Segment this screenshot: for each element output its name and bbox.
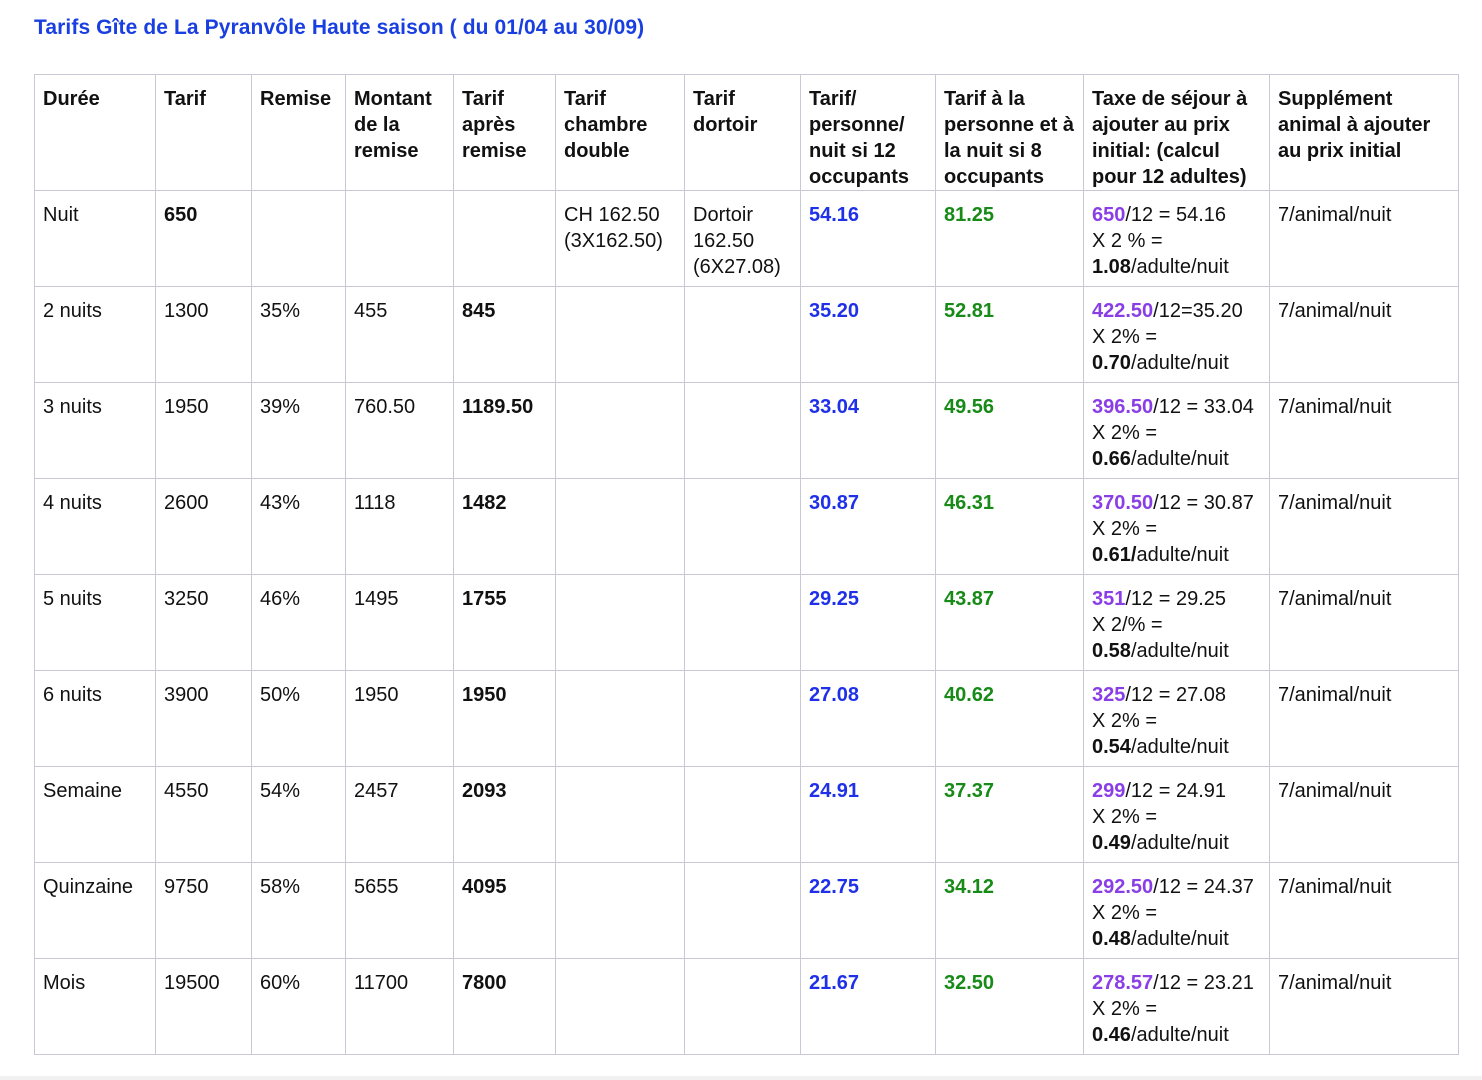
taxe-unit: /adulte/nuit xyxy=(1130,256,1229,278)
cell-remise xyxy=(252,287,346,383)
table-row xyxy=(35,287,1459,383)
cell-montant xyxy=(346,959,454,1055)
cell-tarif-apres xyxy=(454,575,556,671)
taxe-mult: X 2% = xyxy=(1092,902,1158,924)
animal-text: 7/animal/nuit xyxy=(1278,396,1392,418)
personne-12-value: 29.25 xyxy=(809,588,860,610)
cell-tarif xyxy=(156,191,252,287)
tarif-text: 1950 xyxy=(164,396,209,418)
animal-text: 7/animal/nuit xyxy=(1278,300,1392,322)
cell-dortoir xyxy=(685,863,801,959)
cell-tarif xyxy=(156,287,252,383)
cell-personne-12 xyxy=(801,287,936,383)
cell-tarif-apres xyxy=(454,287,556,383)
taxe-result: 0.54 xyxy=(1092,736,1131,758)
cell-duree xyxy=(35,863,156,959)
cell-duree xyxy=(35,191,156,287)
table-row xyxy=(35,191,1459,287)
cell-remise xyxy=(252,191,346,287)
cell-montant xyxy=(346,383,454,479)
cell-duree xyxy=(35,479,156,575)
tarif-apres-text: 2093 xyxy=(462,780,507,802)
cell-duree xyxy=(35,383,156,479)
cell-animal xyxy=(1270,671,1459,767)
header-animal: Supplément animal à ajouter au prix initial xyxy=(1270,75,1459,191)
cell-personne-8 xyxy=(936,287,1084,383)
header-chambre: Tarif chambre double xyxy=(556,75,685,191)
cell-dortoir xyxy=(685,959,801,1055)
taxe-result: 0.48 xyxy=(1092,928,1131,950)
cell-tarif-apres xyxy=(454,863,556,959)
cell-duree xyxy=(35,287,156,383)
tarif-text: 2600 xyxy=(164,492,209,514)
cell-taxe xyxy=(1084,287,1270,383)
taxe-calc: /12 = 54.16 xyxy=(1125,204,1227,226)
header-personne-12: Tarif/ personne/ nuit si 12 occupants xyxy=(801,75,936,191)
table-row xyxy=(35,479,1459,575)
header-tarif: Tarif xyxy=(156,75,252,191)
pricing-table xyxy=(34,74,1459,1055)
header-duree: Durée xyxy=(35,75,156,191)
taxe-unit: adulte/nuit xyxy=(1136,544,1229,566)
cell-tarif-apres xyxy=(454,479,556,575)
remise-text: 46% xyxy=(260,588,301,610)
cell-remise xyxy=(252,959,346,1055)
cell-chambre xyxy=(556,959,685,1055)
cell-tarif-apres xyxy=(454,959,556,1055)
animal-text: 7/animal/nuit xyxy=(1278,876,1392,898)
taxe-mult: X 2% = xyxy=(1092,326,1158,348)
taxe-calc: /12 = 30.87 xyxy=(1153,492,1254,514)
animal-text: 7/animal/nuit xyxy=(1278,204,1392,226)
cell-taxe xyxy=(1084,767,1270,863)
cell-chambre xyxy=(556,671,685,767)
cell-animal xyxy=(1270,479,1459,575)
duree-text: 2 nuits xyxy=(43,300,102,322)
page-title: Tarifs Gîte de La Pyranvôle Haute saison ( du 01/04 au 30/09) xyxy=(34,16,645,39)
cell-remise xyxy=(252,767,346,863)
taxe-mult: X 2% = xyxy=(1092,518,1158,540)
taxe-result: 0.46 xyxy=(1092,1024,1131,1046)
remise-text: 54% xyxy=(260,780,301,802)
taxe-base: 422.50 xyxy=(1092,300,1154,322)
taxe-unit: /adulte/nuit xyxy=(1130,448,1229,470)
table-header-row xyxy=(35,75,1459,191)
cell-remise xyxy=(252,383,346,479)
personne-12-value: 27.08 xyxy=(809,684,860,706)
cell-duree xyxy=(35,575,156,671)
taxe-base: 351 xyxy=(1092,588,1126,610)
cell-dortoir xyxy=(685,287,801,383)
cell-personne-12 xyxy=(801,479,936,575)
cell-taxe xyxy=(1084,479,1270,575)
cell-animal xyxy=(1270,575,1459,671)
cell-personne-8 xyxy=(936,191,1084,287)
personne-12-value: 35.20 xyxy=(809,300,860,322)
chambre-text-1: CH 162.50 xyxy=(564,204,660,226)
personne-12-value: 24.91 xyxy=(809,780,860,802)
cell-dortoir xyxy=(685,191,801,287)
cell-taxe xyxy=(1084,671,1270,767)
cell-chambre xyxy=(556,767,685,863)
cell-personne-8 xyxy=(936,575,1084,671)
cell-animal xyxy=(1270,191,1459,287)
table-row xyxy=(35,863,1459,959)
montant-text: 1950 xyxy=(354,684,399,706)
cell-taxe xyxy=(1084,575,1270,671)
tarif-text: 3250 xyxy=(164,588,209,610)
taxe-calc: /12 = 24.91 xyxy=(1125,780,1227,802)
tarif-apres-text: 1950 xyxy=(462,684,507,706)
montant-text: 11700 xyxy=(354,972,409,994)
taxe-unit: /adulte/nuit xyxy=(1130,352,1229,374)
cell-tarif xyxy=(156,383,252,479)
taxe-mult: X 2% = xyxy=(1092,806,1158,828)
taxe-calc: /12 = 33.04 xyxy=(1153,396,1254,418)
taxe-unit: /adulte/nuit xyxy=(1130,832,1229,854)
animal-text: 7/animal/nuit xyxy=(1278,588,1392,610)
personne-8-value: 52.81 xyxy=(944,300,995,322)
personne-12-value: 54.16 xyxy=(809,204,860,226)
cell-personne-8 xyxy=(936,863,1084,959)
cell-montant xyxy=(346,671,454,767)
montant-text: 1118 xyxy=(354,492,396,514)
personne-8-value: 46.31 xyxy=(944,492,995,514)
cell-personne-8 xyxy=(936,671,1084,767)
cell-dortoir xyxy=(685,479,801,575)
montant-text: 760.50 xyxy=(354,396,416,418)
cell-taxe xyxy=(1084,863,1270,959)
cell-tarif xyxy=(156,767,252,863)
taxe-mult: X 2 % = xyxy=(1092,230,1163,252)
taxe-calc: /12 = 23.21 xyxy=(1153,972,1254,994)
header-tarif-apres: Tarif après remise xyxy=(454,75,556,191)
duree-text: 6 nuits xyxy=(43,684,102,706)
tarif-apres-text: 4095 xyxy=(462,876,507,898)
animal-text: 7/animal/nuit xyxy=(1278,492,1392,514)
remise-text: 58% xyxy=(260,876,301,898)
taxe-calc: /12 = 27.08 xyxy=(1125,684,1227,706)
cell-montant xyxy=(346,191,454,287)
taxe-result: 1.08 xyxy=(1092,256,1131,278)
dortoir-text-3: (6X27.08) xyxy=(693,256,781,278)
table-row xyxy=(35,767,1459,863)
header-dortoir: Tarif dortoir xyxy=(685,75,801,191)
montant-text: 5655 xyxy=(354,876,399,898)
tarif-text: 1300 xyxy=(164,300,209,322)
tarif-text: 3900 xyxy=(164,684,209,706)
cell-dortoir xyxy=(685,671,801,767)
cell-tarif-apres xyxy=(454,191,556,287)
tarif-text: 19500 xyxy=(164,972,220,994)
taxe-unit: /adulte/nuit xyxy=(1130,928,1229,950)
animal-text: 7/animal/nuit xyxy=(1278,972,1392,994)
cell-personne-12 xyxy=(801,767,936,863)
taxe-mult: X 2% = xyxy=(1092,710,1158,732)
dortoir-text-2: 162.50 xyxy=(693,230,755,252)
cell-personne-12 xyxy=(801,383,936,479)
cell-remise xyxy=(252,863,346,959)
taxe-result: 0.61/ xyxy=(1092,544,1137,566)
taxe-calc: /12 = 24.37 xyxy=(1153,876,1254,898)
table-row xyxy=(35,959,1459,1055)
cell-taxe xyxy=(1084,383,1270,479)
remise-text: 43% xyxy=(260,492,301,514)
cell-dortoir xyxy=(685,575,801,671)
cell-chambre xyxy=(556,287,685,383)
header-montant: Montant de la remise xyxy=(346,75,454,191)
cell-animal xyxy=(1270,959,1459,1055)
cell-tarif xyxy=(156,863,252,959)
tarif-text: 650 xyxy=(164,204,198,226)
taxe-result: 0.58 xyxy=(1092,640,1131,662)
duree-text: Mois xyxy=(43,972,86,994)
cell-montant xyxy=(346,287,454,383)
duree-text: 3 nuits xyxy=(43,396,102,418)
montant-text: 1495 xyxy=(354,588,399,610)
cell-chambre xyxy=(556,191,685,287)
cell-animal xyxy=(1270,767,1459,863)
taxe-mult: X 2/% = xyxy=(1092,614,1163,636)
duree-text: 5 nuits xyxy=(43,588,102,610)
cell-animal xyxy=(1270,287,1459,383)
table-row xyxy=(35,671,1459,767)
cell-montant xyxy=(346,575,454,671)
cell-montant xyxy=(346,767,454,863)
taxe-result: 0.66 xyxy=(1092,448,1131,470)
header-remise: Remise xyxy=(252,75,346,191)
taxe-base: 650 xyxy=(1092,204,1126,226)
cell-duree xyxy=(35,671,156,767)
taxe-base: 292.50 xyxy=(1092,876,1154,898)
cell-tarif-apres xyxy=(454,383,556,479)
taxe-base: 325 xyxy=(1092,684,1126,706)
taxe-base: 299 xyxy=(1092,780,1126,802)
cell-remise xyxy=(252,671,346,767)
taxe-calc: /12 = 29.25 xyxy=(1125,588,1227,610)
cell-tarif-apres xyxy=(454,767,556,863)
remise-text: 39% xyxy=(260,396,301,418)
cell-dortoir xyxy=(685,383,801,479)
cell-chambre xyxy=(556,383,685,479)
montant-text: 2457 xyxy=(354,780,399,802)
taxe-mult: X 2% = xyxy=(1092,422,1158,444)
cell-animal xyxy=(1270,383,1459,479)
remise-text: 50% xyxy=(260,684,301,706)
taxe-mult: X 2% = xyxy=(1092,998,1158,1020)
cell-dortoir xyxy=(685,767,801,863)
cell-personne-8 xyxy=(936,767,1084,863)
header-taxe: Taxe de séjour à ajouter au prix initial: (calcul pour 12 adultes) xyxy=(1084,75,1270,191)
cell-montant xyxy=(346,863,454,959)
cell-personne-12 xyxy=(801,575,936,671)
cell-tarif xyxy=(156,959,252,1055)
tarif-text: 9750 xyxy=(164,876,209,898)
taxe-base: 396.50 xyxy=(1092,396,1154,418)
cell-personne-8 xyxy=(936,479,1084,575)
animal-text: 7/animal/nuit xyxy=(1278,780,1392,802)
chambre-text-2: (3X162.50) xyxy=(564,230,663,252)
taxe-base: 278.57 xyxy=(1092,972,1154,994)
tarif-text: 4550 xyxy=(164,780,209,802)
cell-personne-12 xyxy=(801,863,936,959)
cell-montant xyxy=(346,479,454,575)
tarif-apres-text: 1189.50 xyxy=(462,396,534,418)
taxe-unit: /adulte/nuit xyxy=(1130,736,1229,758)
taxe-base: 370.50 xyxy=(1092,492,1154,514)
cell-personne-12 xyxy=(801,959,936,1055)
taxe-unit: /adulte/nuit xyxy=(1130,1024,1229,1046)
duree-text: 4 nuits xyxy=(43,492,102,514)
tarif-apres-text: 1755 xyxy=(462,588,507,610)
cell-personne-12 xyxy=(801,671,936,767)
personne-8-value: 81.25 xyxy=(944,204,995,226)
header-personne-8: Tarif à la personne et à la nuit si 8 occupants xyxy=(936,75,1084,191)
cell-chambre xyxy=(556,479,685,575)
duree-text: Quinzaine xyxy=(43,876,134,898)
cell-tarif xyxy=(156,575,252,671)
montant-text: 455 xyxy=(354,300,388,322)
personne-8-value: 49.56 xyxy=(944,396,995,418)
personne-12-value: 33.04 xyxy=(809,396,860,418)
tarif-apres-text: 7800 xyxy=(462,972,507,994)
cell-taxe xyxy=(1084,959,1270,1055)
cell-remise xyxy=(252,479,346,575)
taxe-unit: /adulte/nuit xyxy=(1130,640,1229,662)
taxe-calc: /12=35.20 xyxy=(1153,300,1243,322)
personne-8-value: 37.37 xyxy=(944,780,995,802)
personne-12-value: 21.67 xyxy=(809,972,860,994)
duree-text: Nuit xyxy=(43,204,79,226)
taxe-result: 0.49 xyxy=(1092,832,1131,854)
duree-text: Semaine xyxy=(43,780,122,802)
personne-12-value: 22.75 xyxy=(809,876,860,898)
personne-8-value: 40.62 xyxy=(944,684,995,706)
tarif-apres-text: 1482 xyxy=(462,492,507,514)
cell-taxe xyxy=(1084,191,1270,287)
cell-duree xyxy=(35,767,156,863)
dortoir-text-1: Dortoir xyxy=(693,204,754,226)
cell-tarif xyxy=(156,479,252,575)
cell-chambre xyxy=(556,863,685,959)
cell-personne-8 xyxy=(936,959,1084,1055)
remise-text: 35% xyxy=(260,300,301,322)
cell-remise xyxy=(252,575,346,671)
cell-tarif xyxy=(156,671,252,767)
cell-chambre xyxy=(556,575,685,671)
table-row xyxy=(35,383,1459,479)
table-row xyxy=(35,575,1459,671)
taxe-result: 0.70 xyxy=(1092,352,1131,374)
cell-animal xyxy=(1270,863,1459,959)
tarif-apres-text: 845 xyxy=(462,300,496,322)
cell-personne-12 xyxy=(801,191,936,287)
cell-duree xyxy=(35,959,156,1055)
page-bottom-divider xyxy=(0,1076,1482,1080)
cell-tarif-apres xyxy=(454,671,556,767)
cell-personne-8 xyxy=(936,383,1084,479)
animal-text: 7/animal/nuit xyxy=(1278,684,1392,706)
personne-8-value: 32.50 xyxy=(944,972,995,994)
personne-8-value: 43.87 xyxy=(944,588,995,610)
personne-8-value: 34.12 xyxy=(944,876,995,898)
remise-text: 60% xyxy=(260,972,301,994)
personne-12-value: 30.87 xyxy=(809,492,860,514)
